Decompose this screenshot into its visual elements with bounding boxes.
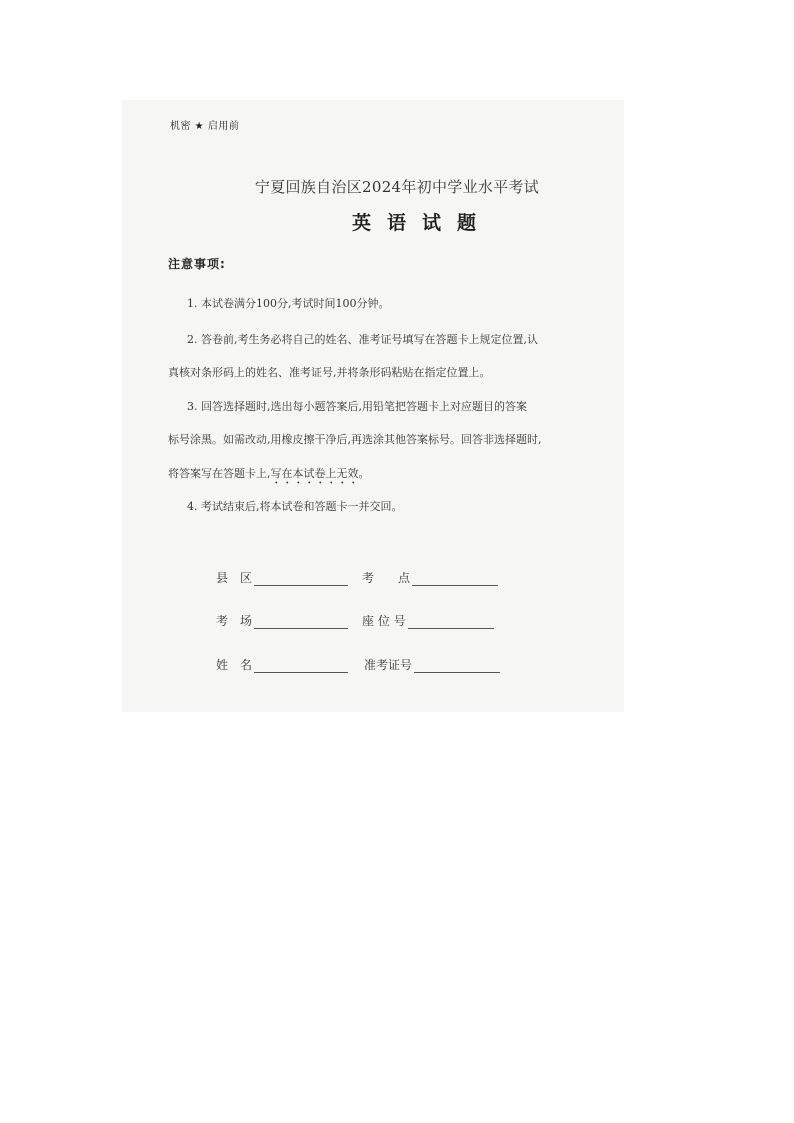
admission-number-blank[interactable] xyxy=(414,658,500,673)
name-label: 姓 名 xyxy=(216,658,253,672)
notice-line-6-text: 将答案写在答题卡上, xyxy=(168,467,271,480)
emphasized-warning: 写在本试卷上无效。 xyxy=(270,467,370,480)
notice-line-7: 4. 考试结束后,将本试卷和答题卡一并交回。 xyxy=(187,500,403,513)
exam-site-blank[interactable] xyxy=(412,571,498,586)
seat-number-label: 座 位 号 xyxy=(362,614,406,628)
notice-heading: 注意事项: xyxy=(168,257,226,271)
notice-line-2: 2. 答卷前,考生务必将自己的姓名、准考证号填写在答题卡上规定位置,认 xyxy=(187,333,538,346)
county-blank[interactable] xyxy=(254,571,348,586)
exam-room-field[interactable] xyxy=(216,612,348,629)
subject-title: 英语试题 xyxy=(351,212,492,234)
county-field[interactable] xyxy=(216,569,348,586)
admission-number-field[interactable] xyxy=(364,656,500,673)
name-field[interactable] xyxy=(216,656,348,673)
notice-line-6 xyxy=(168,465,370,487)
notice-line-3: 真核对条形码上的姓名、准考证号,并将条形码粘贴在指定位置上。 xyxy=(168,366,491,379)
exam-site-label: 考 点 xyxy=(362,571,411,585)
exam-site-field[interactable] xyxy=(362,569,498,586)
admission-number-label: 准考证号 xyxy=(364,658,413,672)
exam-title: 宁夏回族自治区2024年初中学业水平考试 xyxy=(254,178,540,196)
notice-line-4: 3. 回答选择题时,选出每小题答案后,用铅笔把答题卡上对应题目的答案 xyxy=(187,400,527,413)
exam-room-label: 考 场 xyxy=(216,614,253,628)
seat-number-blank[interactable] xyxy=(408,614,494,629)
exam-room-blank[interactable] xyxy=(254,614,348,629)
county-label: 县 区 xyxy=(216,571,253,585)
confidential-mark: 机密 ★ 启用前 xyxy=(170,121,240,132)
notice-line-1: 1. 本试卷满分100分,考试时间100分钟。 xyxy=(187,297,390,310)
seat-number-field[interactable] xyxy=(362,612,494,629)
name-blank[interactable] xyxy=(254,658,348,673)
notice-line-5: 标号涂黑。如需改动,用橡皮擦干净后,再选涂其他答案标号。回答非选择题时, xyxy=(168,433,542,446)
